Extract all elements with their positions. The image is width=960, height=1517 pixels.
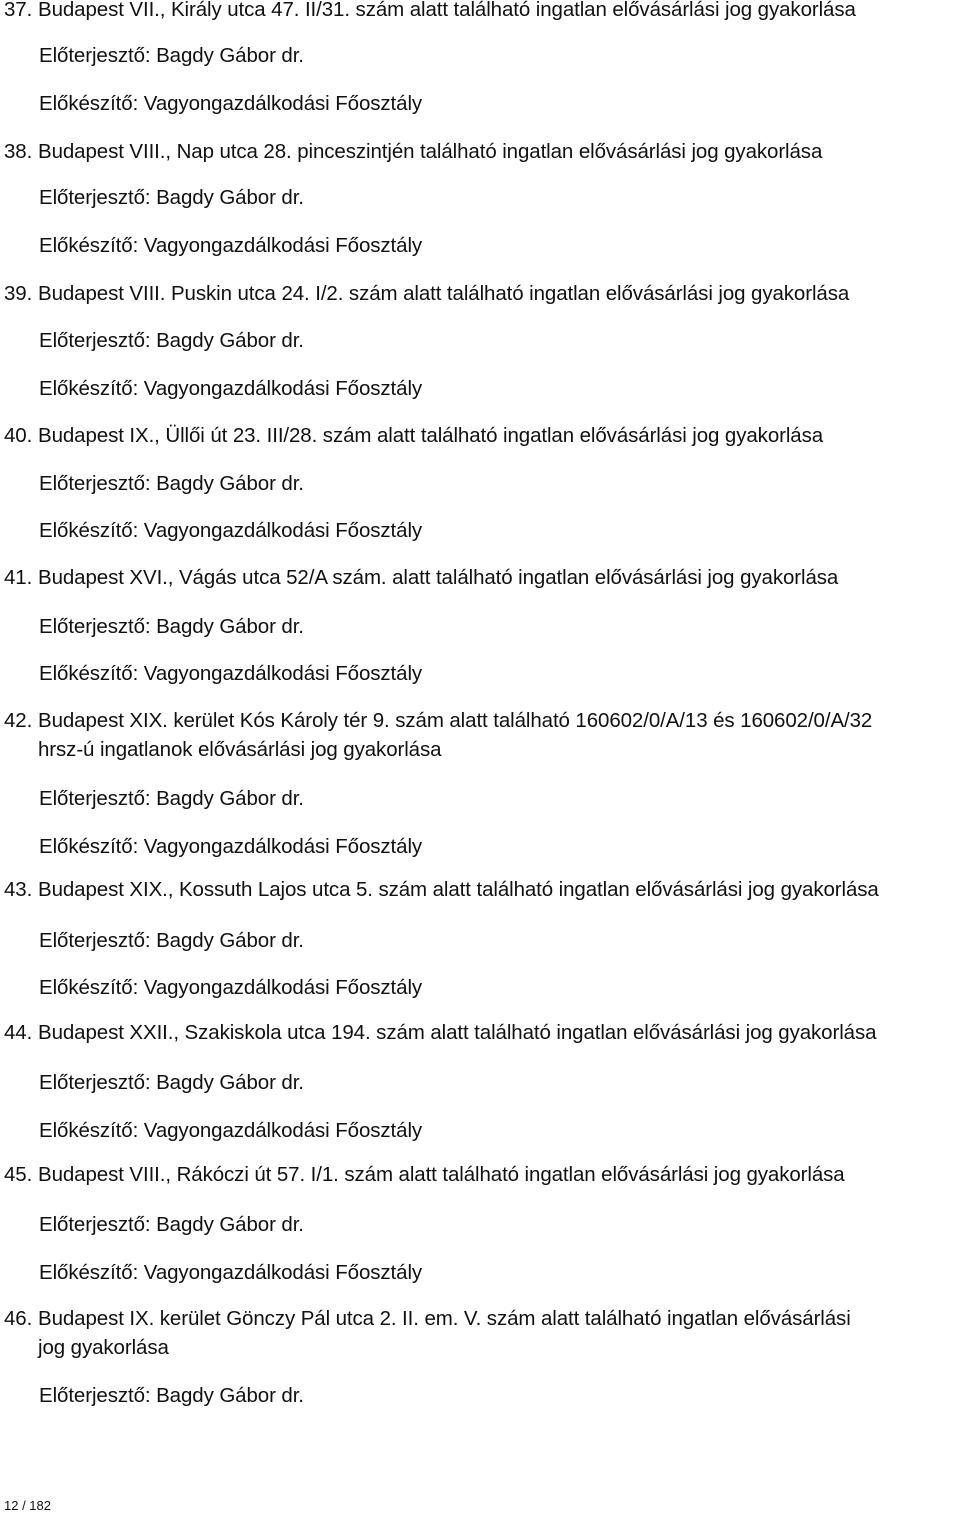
agenda-item-submitter: Előterjesztő: Bagdy Gábor dr.	[39, 615, 304, 638]
agenda-item-preparer: Előkészítő: Vagyongazdálkodási Főosztály	[39, 1119, 423, 1142]
agenda-item-submitter: Előterjesztő: Bagdy Gábor dr.	[39, 1384, 304, 1407]
agenda-item-title	[4, 424, 823, 448]
agenda-item-number: 38.	[4, 140, 33, 163]
agenda-item-title-text: Budapest VIII. Puskin utca 24. I/2. szám alatt található ingatlan elővásárlási jog gyakorlása	[38, 282, 850, 305]
agenda-item-title-text: Budapest XVI., Vágás utca 52/A szám. alatt található ingatlan elővásárlási jog gyakorlása	[38, 566, 839, 589]
agenda-item-preparer: Előkészítő: Vagyongazdálkodási Főosztály	[39, 234, 423, 257]
agenda-item-title	[4, 1021, 876, 1045]
agenda-item-number: 46.	[4, 1307, 33, 1330]
agenda-item-preparer: Előkészítő: Vagyongazdálkodási Főosztály	[39, 976, 423, 999]
agenda-item-submitter: Előterjesztő: Bagdy Gábor dr.	[39, 329, 304, 352]
agenda-item-title	[4, 709, 872, 733]
agenda-item-title	[4, 140, 822, 164]
agenda-item-preparer: Előkészítő: Vagyongazdálkodási Főosztály	[39, 1261, 423, 1284]
agenda-item-number: 37.	[4, 0, 33, 21]
agenda-item-number: 41.	[4, 566, 33, 589]
agenda-item-title	[4, 1307, 851, 1331]
agenda-item-title	[4, 0, 856, 22]
agenda-item-submitter: Előterjesztő: Bagdy Gábor dr.	[39, 929, 304, 952]
agenda-item-preparer: Előkészítő: Vagyongazdálkodási Főosztály	[39, 377, 423, 400]
agenda-item-title-continuation: jog gyakorlása	[38, 1336, 169, 1359]
agenda-item-title-text: Budapest XIX. kerület Kós Károly tér 9. szám alatt található 160602/0/A/13 és 160602/0/A/32	[38, 709, 873, 732]
agenda-item-number: 43.	[4, 878, 33, 901]
agenda-item-submitter: Előterjesztő: Bagdy Gábor dr.	[39, 186, 304, 209]
agenda-item-submitter: Előterjesztő: Bagdy Gábor dr.	[39, 472, 304, 495]
agenda-item-title	[4, 1163, 845, 1187]
agenda-item-submitter: Előterjesztő: Bagdy Gábor dr.	[39, 1071, 304, 1094]
agenda-item-title-text: Budapest VIII., Nap utca 28. pinceszintjén található ingatlan elővásárlási jog gyakorlása	[38, 140, 823, 163]
agenda-item-title-text: Budapest XIX., Kossuth Lajos utca 5. szám alatt található ingatlan elővásárlási jog gyakorlása	[38, 878, 879, 901]
agenda-item-number: 42.	[4, 709, 33, 732]
agenda-item-number: 45.	[4, 1163, 33, 1186]
agenda-item-number: 40.	[4, 424, 33, 447]
agenda-item-title-text: Budapest VII., Király utca 47. II/31. szám alatt található ingatlan elővásárlási jog gyakorlása	[38, 0, 856, 21]
agenda-item-title	[4, 878, 879, 902]
agenda-item-preparer: Előkészítő: Vagyongazdálkodási Főosztály	[39, 662, 423, 685]
agenda-item-title	[4, 566, 838, 590]
agenda-item-submitter: Előterjesztő: Bagdy Gábor dr.	[39, 787, 304, 810]
agenda-item-submitter: Előterjesztő: Bagdy Gábor dr.	[39, 1213, 304, 1236]
agenda-item-preparer: Előkészítő: Vagyongazdálkodási Főosztály	[39, 519, 423, 542]
agenda-item-number: 44.	[4, 1021, 33, 1044]
agenda-item-preparer: Előkészítő: Vagyongazdálkodási Főosztály	[39, 92, 423, 115]
agenda-item-preparer: Előkészítő: Vagyongazdálkodási Főosztály	[39, 835, 423, 858]
page-number: 12 / 182	[4, 1498, 51, 1513]
agenda-item-title-text: Budapest VIII., Rákóczi út 57. I/1. szám alatt található ingatlan elővásárlási jog gyakorlása	[38, 1163, 845, 1186]
agenda-item-number: 39.	[4, 282, 33, 305]
agenda-item-title-text: Budapest XXII., Szakiskola utca 194. szám alatt található ingatlan elővásárlási jog gyakorlása	[38, 1021, 877, 1044]
agenda-item-title-text: Budapest IX. kerület Gönczy Pál utca 2. II. em. V. szám alatt található ingatlan elővásárlási	[38, 1307, 851, 1330]
agenda-item-title	[4, 282, 849, 306]
agenda-item-title-text: Budapest IX., Üllői út 23. III/28. szám alatt található ingatlan elővásárlási jog gyakorlása	[38, 424, 824, 447]
agenda-item-submitter: Előterjesztő: Bagdy Gábor dr.	[39, 44, 304, 67]
agenda-item-title-continuation: hrsz-ú ingatlanok elővásárlási jog gyakorlása	[38, 738, 442, 761]
